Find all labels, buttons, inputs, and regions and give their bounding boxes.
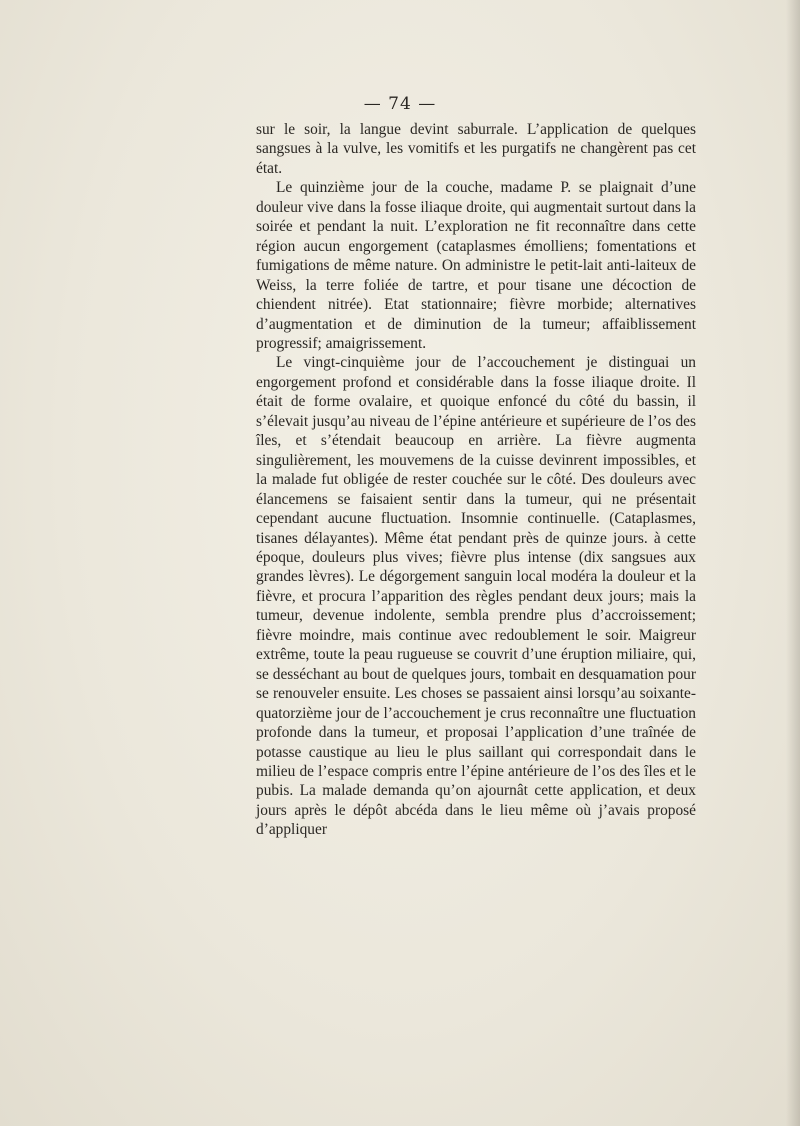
body-text xyxy=(256,120,696,840)
paragraph: Le vingt-cinquième jour de l’accouchement je distinguai un engorgement profond et considérable dans la fosse iliaque droite. Il était de forme ovalaire, et quoique enfoncé du côté du bassin, il s’élevait jusqu’au niveau de l’épine antérieure et supérieure de l’os des îles, et s’étendait beaucoup en arrière. La fièvre augmenta singulièrement, les mouvemens de la cuisse devinrent impossibles, et la malade fut obligée de rester couchée sur le côté. Des douleurs avec élancemens se faisaient sentir dans la tumeur, qui ne présentait cependant aucune fluctuation. Insomnie continuelle. (Cataplasmes, tisanes délayantes). Même état pendant près de quinze jours. à cette époque, douleurs plus vives; fièvre plus intense (dix sangsues aux grandes lèvres). Le dégorgement sanguin local modéra la douleur et la fièvre, et procura l’apparition des règles pendant deux jours; mais la tumeur, devenue indolente, sembla prendre plus d’accroissement; fièvre moindre, mais continue avec redoublement le soir. Maigreur extrême, toute la peau rugueuse se couvrit d’une éruption miliaire, qui, se desséchant au bout de quelques jours, tombait en desquamation pour se renouveler ensuite. Les choses se passaient ainsi lorsqu’au soixante-quatorzième jour de l’accouchement je crus reconnaître une fluctuation profonde dans la tumeur, et proposai l’application d’une traînée de potasse caustique au lieu le plus saillant qui correspondait dans le milieu de l’espace compris entre l’épine antérieure de l’os des îles et le pubis. La malade demanda qu’on ajournât cette application, et deux jours après le dépôt abcéda dans le lieu même où j’avais proposé d’appliquer xyxy=(256,354,696,839)
paragraph-continuation: sur le soir, la langue devint saburrale. L’application de quelques sangsues à la vulve, les vomitifs et les purgatifs ne changèrent pas cet état. xyxy=(256,121,696,177)
page-edge-shadow xyxy=(786,0,800,1126)
page-number: — 74 — xyxy=(363,94,437,114)
paragraph: Le quinzième jour de la couche, madame P. se plaignait d’une douleur vive dans la fosse iliaque droite, qui augmentait surtout dans la soirée et pendant la nuit. L’exploration ne fit reconnaître dans cette région aucun engorgement (cataplasmes émolliens; fomentations et fumigations de même nature. On administre le petit-lait anti-laiteux de Weiss, la terre foliée de tartre, et pour tisane une décoction de chiendent nitrée). Etat stationnaire; fièvre morbide; alternatives d’augmentation et de diminution de la tumeur; affaiblissement progressif; amaigrissement. xyxy=(256,179,696,352)
